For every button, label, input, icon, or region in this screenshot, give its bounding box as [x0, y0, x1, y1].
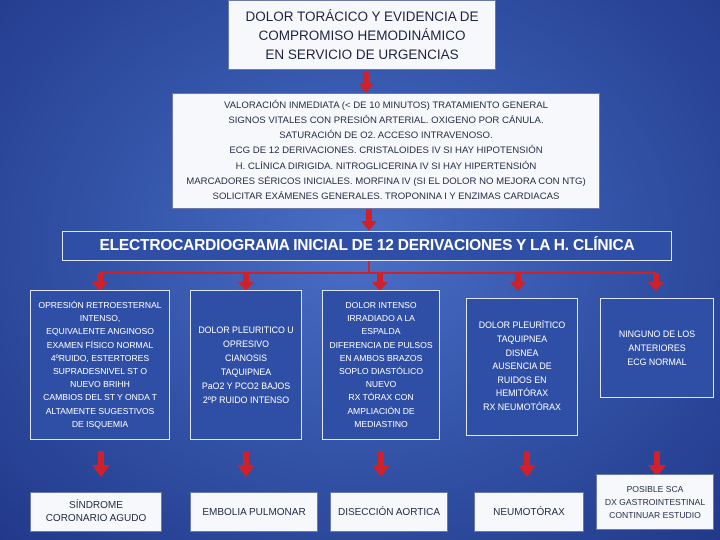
finding-line: DOLOR PLEURITICO U: [198, 325, 294, 335]
diagnosis-line: CONTINUAR ESTUDIO: [609, 509, 701, 520]
finding-line: OPRESIVO: [223, 339, 269, 349]
diagnosis-box-pe: [190, 492, 318, 532]
finding-line: ECG NORMAL: [627, 357, 687, 367]
finding-line: EXAMEN FÍSICO NORMAL: [46, 339, 154, 350]
finding-line: 2ºP RUIDO INTENSO: [202, 395, 290, 405]
initial-line: H. CLÍNICA DIRIGIDA. NITROGLICERINA IV SI HAY HIPERTENSIÓN: [235, 160, 537, 172]
down-arrow: [518, 451, 536, 482]
down-arrow: [372, 451, 390, 482]
finding-line: TAQUIPNEA: [496, 334, 548, 345]
title-line: DOLOR TORÁCICO Y EVIDENCIA DE: [245, 8, 479, 24]
finding-line: RX TÓRAX CON: [348, 392, 414, 403]
finding-line: DE ISQUEMIA: [71, 418, 129, 429]
finding-box-acs: [30, 290, 170, 440]
finding-line: NUEVO: [365, 379, 397, 390]
diagnosis-box-acs: [30, 492, 162, 532]
finding-box-none: [600, 298, 714, 398]
diagnosis-box-dissection: [330, 492, 448, 532]
ecg-header-text: ELECTROCARDIOGRAMA INICIAL DE 12 DERIVACIONES Y LA H. CLÍNICA: [99, 237, 635, 254]
finding-line: INTENSO,: [79, 313, 121, 324]
finding-line: ANTERIORES: [628, 343, 686, 353]
finding-line: 4ºRUIDO, ESTERTORES: [50, 352, 150, 363]
finding-line: MEDIASTINO: [354, 418, 408, 429]
diagnosis-line: SÍNDROME: [69, 499, 123, 511]
diagnosis-box-other: [596, 474, 714, 530]
diagnosis-line: CORONARIO AGUDO: [45, 513, 147, 524]
finding-line: HEMITÓRAX: [495, 388, 549, 399]
diagnosis-line: DISECCIÓN AORTICA: [337, 506, 441, 518]
initial-line: SATURACIÓN DE O2. ACCESO INTRAVENOSO.: [279, 130, 493, 142]
diagnosis-box-pneumothorax: [474, 492, 584, 532]
finding-line: AUSENCIA DE: [492, 361, 552, 372]
finding-line: NUEVO BRIHH: [70, 379, 130, 390]
down-arrow: [92, 451, 110, 482]
diagnosis-line: EMBOLIA PULMONAR: [202, 506, 306, 518]
finding-line: AMPLIACIÓN DE: [347, 405, 415, 416]
down-arrow: [510, 273, 526, 296]
initial-assessment-box: [172, 93, 600, 209]
ecg-header-box: [62, 231, 672, 261]
title-line: EN SERVICIO DE URGENCIAS: [265, 46, 459, 62]
finding-line: SOPLO DIASTÓLICO: [338, 366, 424, 376]
finding-line: EQUIVALENTE ANGINOSO: [46, 326, 154, 337]
initial-line: SOLICITAR EXÁMENES GENERALES. TROPONINA I Y ENZIMAS CARDIACAS: [212, 191, 560, 202]
finding-line: OPRESIÓN RETROESTERNAL: [38, 299, 162, 310]
finding-line: DOLOR INTENSO: [345, 299, 417, 310]
finding-line: ALTAMENTE SUGESTIVOS: [45, 405, 155, 416]
finding-line: RX NEUMOTÓRAX: [483, 401, 561, 412]
finding-box-pe: [190, 290, 302, 440]
finding-line: PaO2 Y PCO2 BAJOS: [201, 381, 291, 391]
finding-line: ESPALDA: [361, 326, 401, 337]
initial-line: VALORACIÓN INMEDIATA (< DE 10 MINUTOS) TRATAMIENTO GENERAL: [223, 99, 548, 111]
finding-line: IRRADIADO A LA: [347, 313, 415, 324]
finding-line: SUPRADESNIVEL ST O: [52, 366, 148, 376]
diagnosis-line: DX GASTROINTESTINAL: [604, 496, 706, 507]
finding-line: RUIDOS EN: [497, 374, 547, 385]
finding-line: CAMBIOS DEL ST Y ONDA T: [43, 392, 157, 403]
finding-box-pneumothorax: [466, 298, 578, 436]
finding-line: NINGUNO DE LOS: [618, 329, 696, 339]
initial-line: SIGNOS VITALES CON PRESIÓN ARTERIAL. OXIGENO POR CÁNULA.: [228, 114, 544, 126]
finding-line: DIFERENCIA DE PULSOS: [329, 339, 433, 350]
finding-line: EN AMBOS BRAZOS: [339, 352, 423, 363]
finding-line: DISNEA: [505, 347, 539, 358]
finding-box-dissection: [322, 290, 440, 440]
finding-line: CIANOSIS: [224, 353, 268, 363]
initial-line: ECG DE 12 DERIVACIONES. CRISTALOIDES IV SI HAY HIPOTENSIÓN: [229, 145, 543, 157]
title-box: [228, 0, 496, 70]
finding-line: DOLOR PLEURÍTICO: [478, 320, 566, 331]
diagnosis-line: POSIBLE SCA: [626, 483, 684, 494]
down-arrow: [237, 451, 255, 482]
title-line: COMPROMISO HEMODINÁMICO: [258, 27, 466, 43]
down-arrow: [648, 273, 664, 296]
initial-line: MARCADORES SÉRICOS INICIALES. MORFINA IV (SI EL DOLOR NO MEJORA CON NTG): [186, 175, 586, 187]
finding-line: TAQUIPNEA: [220, 367, 272, 377]
diagnosis-line: NEUMOTÓRAX: [493, 506, 565, 518]
